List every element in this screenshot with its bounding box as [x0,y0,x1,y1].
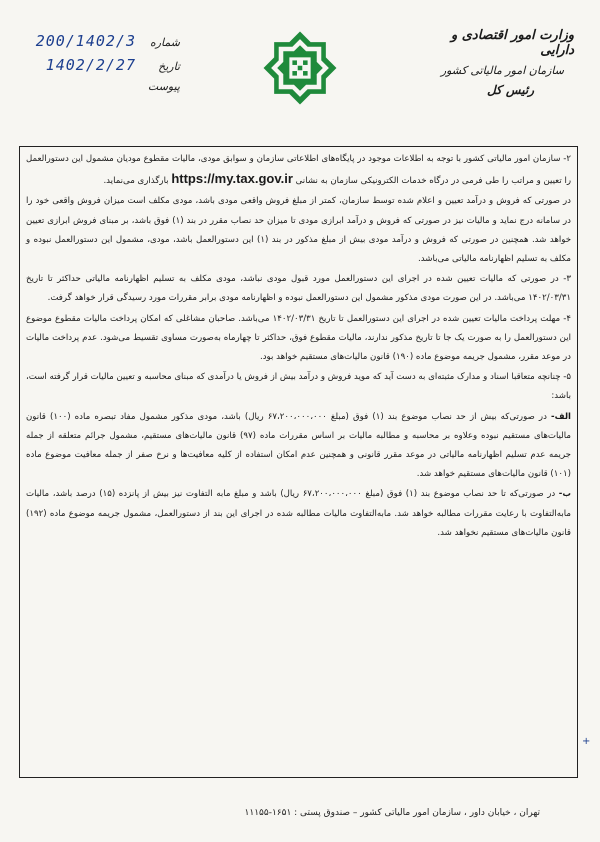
number-value: 200/1402/3 [35,32,136,50]
paragraph-4: ۴- مهلت پرداخت مالیات تعیین شده در اجرای این دستورالعمل تا تاریخ ۱۴۰۲/۰۳/۳۱ می‌باشد. صاحبان مشاغلی که امکان پرداخت مالیات مقطوع موضوع این دستورالعمل را به صورت یک جا تا تاریخ مذکور ندارند، مالیات مقطوع فوق، حداکثر تا چهارماه به‌صورت مساوی تقسیط می‌شود. عدم پرداخت مالیات در موعد مقرر، مشمول جریمه موضوع ماده (۱۹۰) قانون مالیات‌های مستقیم خواهد بود. [26,313,571,363]
number-row [30,32,180,56]
date-row [30,56,180,80]
paragraph-2-text: ۲- سازمان امور مالیاتی کشور با توجه به اطلاعات موجود در پایگاه‌های اطلاعاتی سازمان و سوابق مودی، مالیات مقطوع مودیان مشمول این دستورالعمل را تعیین و مراتب را طی فرمی در درگاه خدمات الکترونیکی سازمان به نشانی [26,154,571,187]
tax-organization-emblem-icon [262,30,338,106]
organization-name: سازمان امور مالیاتی کشور [440,64,564,77]
paragraph-2 [26,150,571,191]
date-label: تاریخ [158,60,180,73]
paragraph-2-end: بارگذاری می‌نماید. [103,176,169,187]
paragraph-5b [26,485,571,543]
attachment-row [30,80,180,104]
signatory-title: رئیس کل [486,83,534,97]
ministry-name: وزارت امور اقتصادی و دارایی [450,28,574,58]
date-value: 1402/2/27 [45,56,136,74]
clause-b-label: ب- [558,489,571,500]
number-label: شماره [149,36,180,49]
paragraph-2-cont: در صورتی که فروش و درآمد تعیین و اعلام شده توسط سازمان، کمتر از مبلغ فروش واقعی مودی باشد، مودی مکلف است میزان فروش واقعی خود را در سامانه درج نماید و مالیات نیز در صورتی که فروش و درآمد ابرازی مودی تا میزان حد نصاب مقرر در بند (۱) فوق باشد، بر مبنای فروش ابرازی تعیین خواهد شد. همچنین در صورتی که فروش و درآمد مودی بیش از مبلغ مذکور در بند (۱) این دستورالعمل باشد، مودی، مشمول این دستورالعمل نبوده و مکلف به تسلیم اظهارنامه مالیاتی می‌باشد. [26,196,572,265]
attachment-label: پیوست [147,80,180,93]
footer-address: تهران ، خیابان داور ، سازمان امور مالیاتی کشور – صندوق پستی : ۱۶۵۱-۱۱۱۵۵ [244,808,540,818]
clause-a-text: در صورتی‌که بیش از حد نصاب موضوع بند (۱) فوق (مبلغ ۶۷،۲۰۰،۰۰۰،۰۰۰ ریال) باشد، مودی مذکور مشمول مفاد تبصره ماده (۱۰۰) قانون مالیات‌های مستقیم نبوده وعلاوه بر محاسبه و مطالبه مالیات بر اساس مقررات ماده (۹۷) قانون مالیات‌های مستقیم، مشمول جرائم متعلقه از جمله جریمه عدم تسلیم اظهارنامه مالیاتی در موعد مقرر قانونی و همچنین عدم امکان استفاده از کلیه معافیت‌ها و نرخ صفر از جمله معافیت موضوع ماده (۱۰۱) قانون مالیات‌های مستقیم خواهد شد. [26,411,571,480]
reference-block [30,32,180,104]
letter-body [26,150,571,544]
clause-b-text: در صورتی‌که تا حد نصاب موضوع بند (۱) فوق (مبلغ ۶۷،۲۰۰،۰۰۰،۰۰۰ ریال) باشد و مبلغ مابه التفاوت نیز بیش از پانزده (۱۵) درصد باشد، مالیات مابه‌التفاوت با رعایت مقررات مطالبه خواهد شد. مابه‌التفاوت مالیات مطالبه شده در اجرای این بند از دستورالعمل، مشمول جریمه موضوع ماده (۱۹۲) قانون مالیات‌های مستقیم نخواهد شد. [26,489,571,538]
letterhead-title [424,28,574,97]
clause-a-label: الف- [551,411,571,422]
margin-mark: + [582,736,591,747]
paragraph-5: ۵- چنانچه متعاقبا اسناد و مدارک مثبته‌ای به دست آید که موید فروش و درآمد بیش از فروش یا درآمدی که مبنای محاسبه و تعیین مالیات قرار گرفته است، باشد: [26,372,571,402]
paragraph-5a [26,408,571,485]
paragraph-3: ۳- در صورتی که مالیات تعیین شده در اجرای این دستورالعمل مورد قبول مودی نباشد، مودی مکلف به تسلیم اظهارنامه مالیاتی حداکثر تا تاریخ ۱۴۰۲/۰۳/۳۱ می‌باشد. در این صورت مودی مذکور مشمول این دستورالعمل نبوده و اظهارنامه مودی برابر مقررات مورد رسیدگی قرار خواهد گرفت. [26,274,571,304]
tax-portal-link[interactable]: https://my.tax.gov.ir [171,171,293,187]
